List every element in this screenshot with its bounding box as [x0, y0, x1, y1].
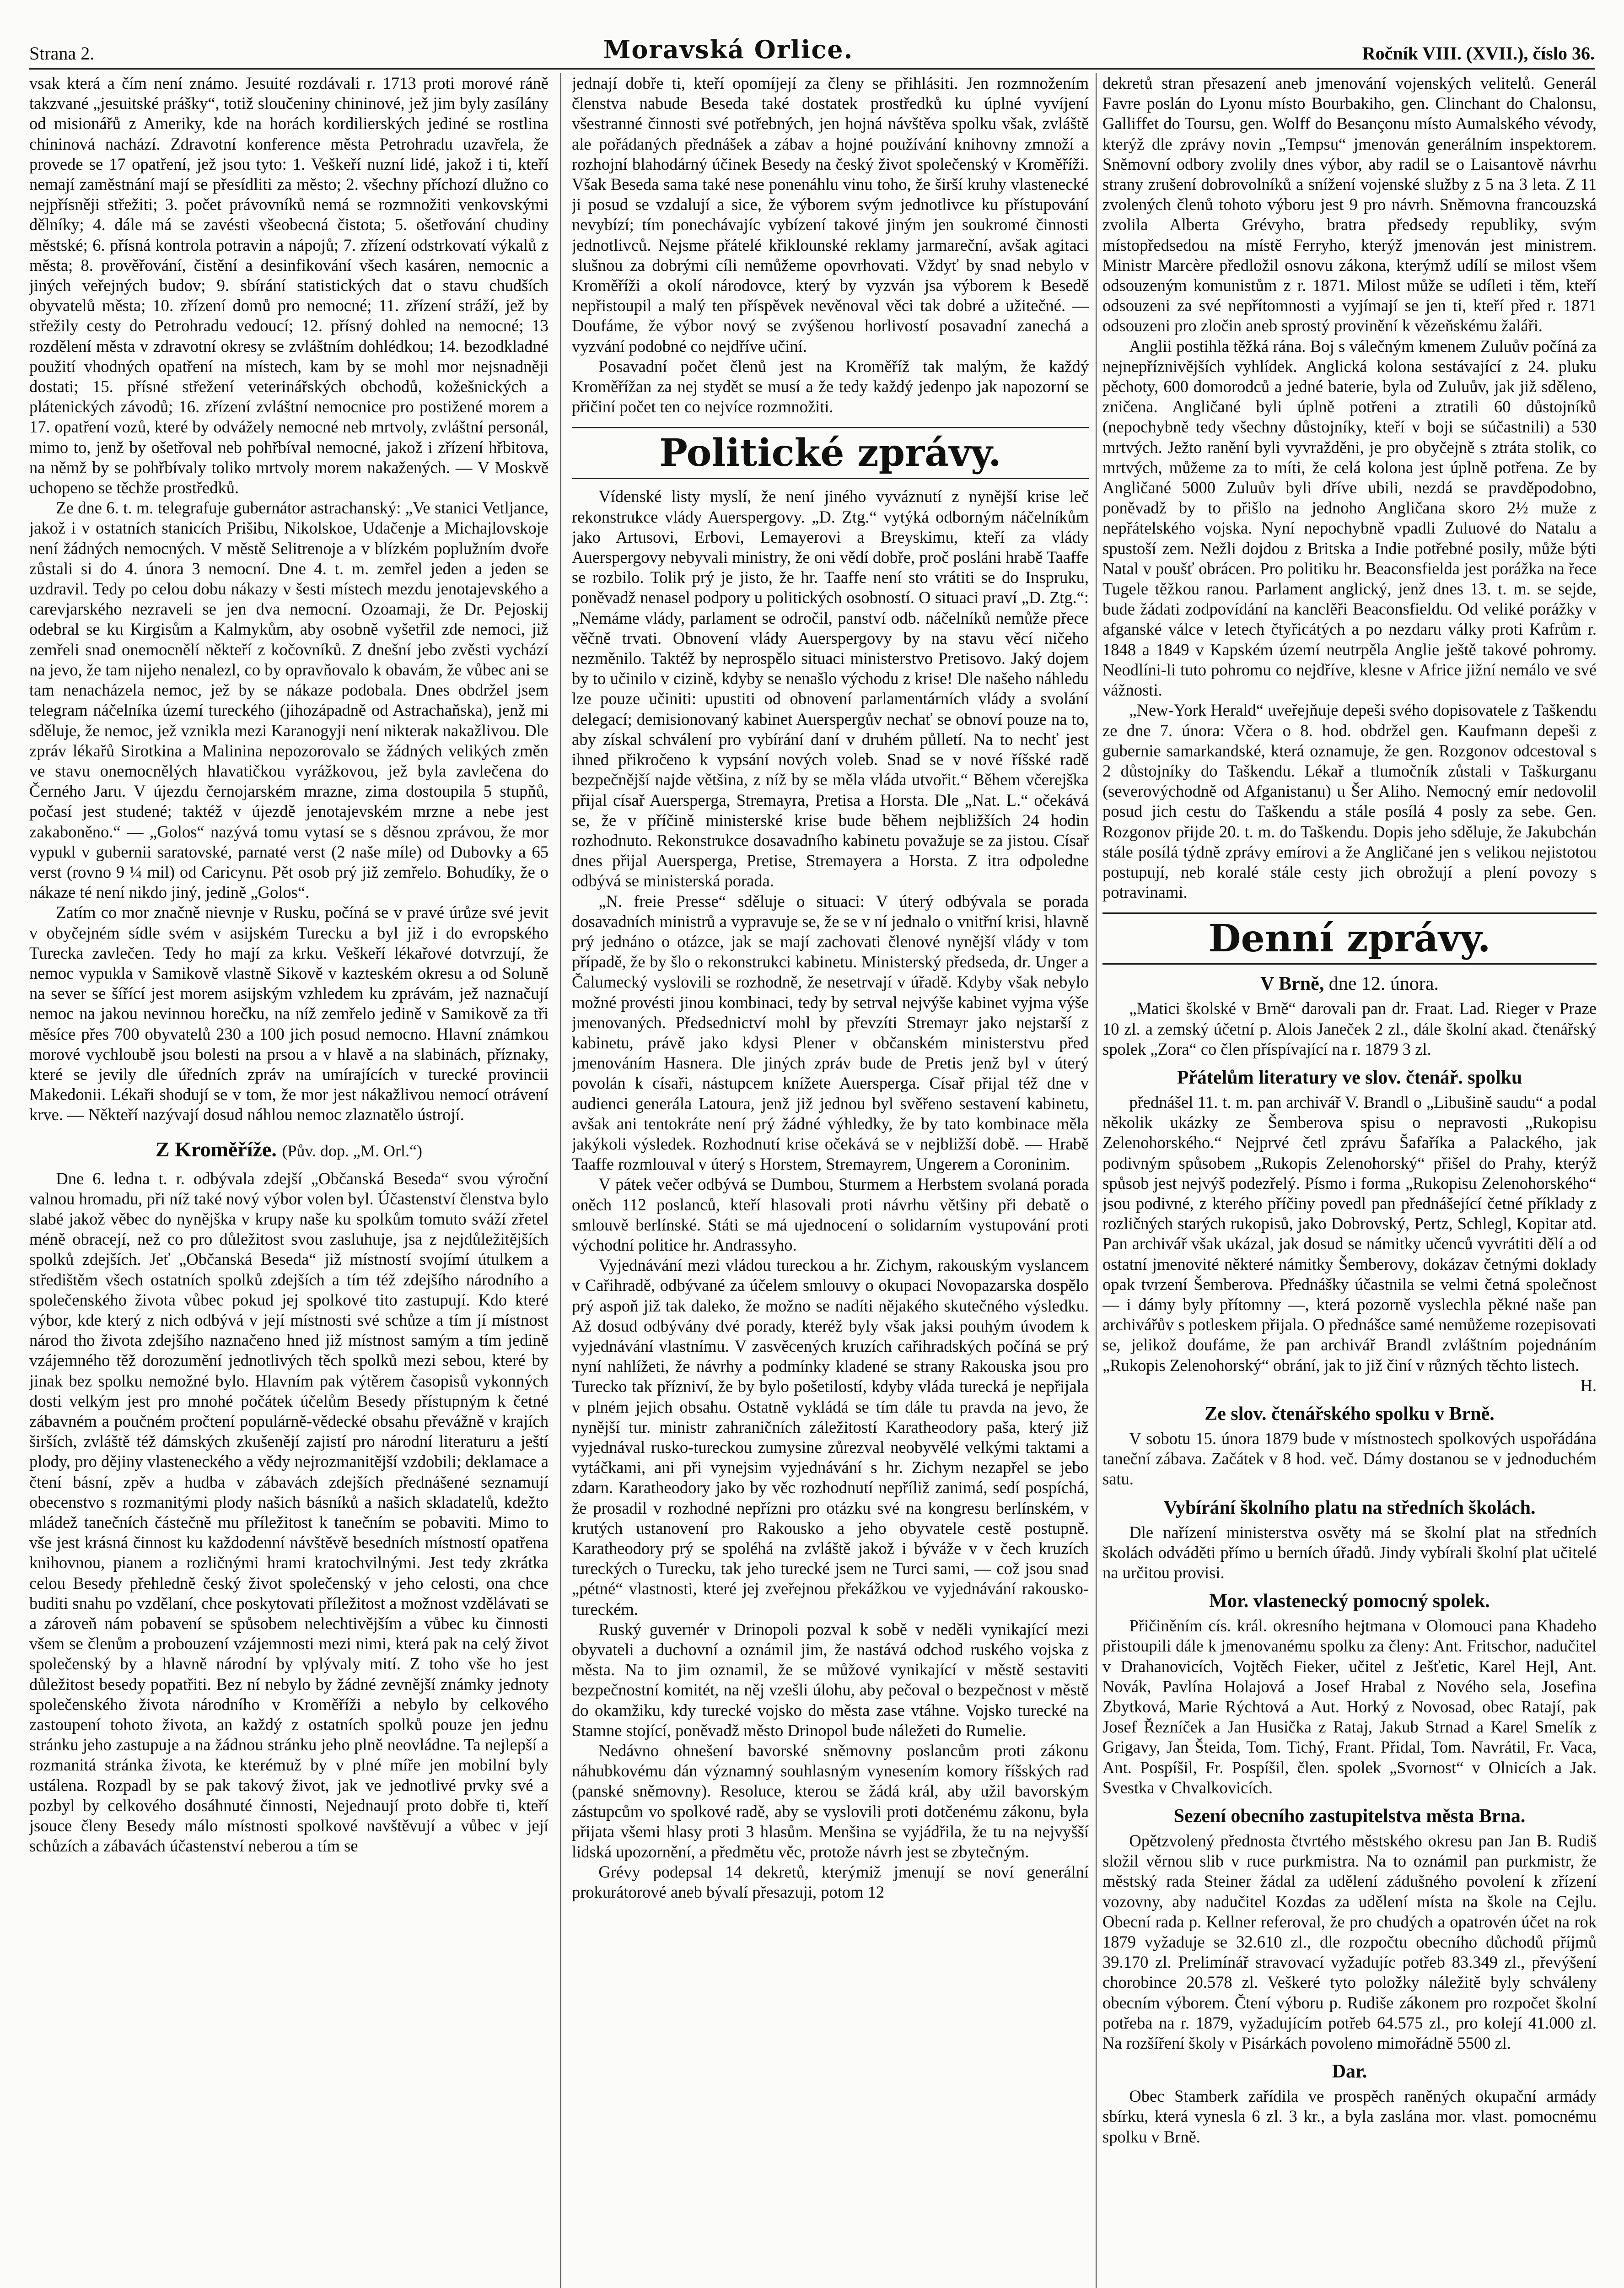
article-paragraph: Dle nařízení ministerstva osvěty má se školní plat na středních školách odváděti přímo u berních úřadů. Jindy vybírali školní plat učitelé na určitou provisi. — [1102, 1522, 1597, 1582]
article-paragraph: Posavadní počet členů jest na Kroměříž tak malým, že každý Kroměřížan za nej stydět se musí a že tedy každý jedenpo jak napozorní se přičiní počet ten co nejvíce rozmnožiti. — [572, 356, 1089, 416]
article-paragraph: V pátek večer odbývá se Dumbou, Sturmem a Herbstem svolaná porada oněch 112 poslanců, kteří hlasovali proti návrhu většiny při debatě o smlouvě berlínské. Státi se má ujednocení o solidarním vystupování proti východní politice hr. Andrassyho. — [572, 1175, 1089, 1254]
article-paragraph: „New-York Herald“ uveřejňuje depeši svého dopisovatele z Taškendu ze dne 7. února: Včera o 8. hod. obdržel gen. Kaufmann depeši z gubernie samarkandské, která oznamuje, že gen. Rozgonov odcestoval s 2 důstojníky do Taškendu. Lékař a tlumočník zůstali v Taškurganu (severovýchodně od Afganistanu) u Šer Aliho. Nemocný emír nedovolil posud jich cestu do Taškendu a stále posílá 4 posly za sebe. Gen. Rozgonov přijde 20. t. m. do Taškendu. Dopis jeho sděluje, že Jakubchán stále posílá týdně zprávy emírovi a že Angličané jen s velikou nejistotou postupují, neb koralé stále cesty jich obrožují a plení povozy s potravinami. — [1102, 701, 1597, 902]
article-paragraph: dekretů stran přesazení aneb jmenování vojenských velitelů. Generál Favre poslán do Lyonu místo Bourbakiho, gen. Clinchant do Chalonsu, Galliffet do Toursu, gen. Wolff do Besançonu místo Aumalského vévody, kterýž dle zprávy novin „Tempsu“ jmenován generálním inspektorem. Sněmovní odbory zvolily dnes výbor, aby radil se o Laisantově návrhu strany zrušení dobrovolníků a snížení vojenské služby z 5 na 3 leta. Z 11 zvolených členů tohoto výboru jest 9 pro návrh. Sněmovna francouzská zvolila Alberta Grévyho, bratra předsedy republiky, svým místopředsedou na místě Ferryho, kterýž jmenován jest ministrem. Ministr Marcère předložil osnovu zákona, kterýmž udílí se milost všem odsouzeným komunistům z r. 1871. Milost může se udíleti i těm, kteří odsouzeni za své nepřítomnosti a vyjímají se jen ti, kteří před r. 1871 odsouzeni pro zločin aneb sprostý provinění k vězeňskému žaláři. — [1102, 74, 1597, 335]
article-paragraph: Ze dne 6. t. m. telegrafuje gubernátor astrachanský: „Ve stanici Vetljance, jakož i v ostatních stanicích Prišibu, Nikolskoe, Udačenje a Michajlovskoje není žádných nemocných. V městě Selitrenoje a v blízkém poplužním dvoře zůstali si do 4. února 3 nemocní. Dne 4. t. m. zemřel jeden a jeden se uzdravil. Tedy po celou dobu nákazy v šesti místech mezdu jenotajevského a carevjarského nezraveli se jen dva nemocní. Ozoamaji, že Dr. Pejoskij odebral se ku Kirgisům a Kalmykům, aby osobně vyšetřil zde nemoci, již zemřeli snad onemocnělí někteří z kočovníků. Z dnešní jebo zvěsti vychází na jevo, že tam nijeho nenalezl, co by opravňovalo k obavám, že vůbec ani se tam nenacházela nemoc, jež by se nákaze podobala. Dnes obdržel jsem telegram náčelníka území tureckého (jihozápadně od Astrachaňska), jenž mi sděluje, že nemoc, jež vznikla mezi Karanogyji není nikterak nakažlivou. Dle zpráv lékařů Sirotkina a Malinina nepozorovalo se žádných velikých změn ve stavu onemocnělých hlavatičkou vyrážkovou, jež byla zavlečena do Černého Jaru. V újezdu černojarském mrazne, zima dostoupila 5 stupňů, počasí jest studené; taktéž v újezdě jenotajevském mrzne a nebe jest zakaboněno.“ — „Golos“ nazývá tomu vytasí se s děsnou zprávou, že mor vypukl v gubernii saratovské, parnaté verst (2 naše míle) od Dubovky a 65 verst (rovno 9 ¼ mil) od Caricynu. Pět osob prý již zemřelo. Bohudíky, že o nákaze té není nikdo jiný, jedině „Golos“. — [29, 498, 549, 902]
page-number: Strana 2. — [29, 43, 95, 64]
section-heading-denni-zpravy: Denní zprávy. — [1102, 912, 1597, 965]
dateline — [1102, 972, 1597, 996]
article-paragraph: Anglii postihla těžká rána. Boj s válečným kmenem Zuluův počíná za nejnepříznivějších vyhlídek. Anglická kolona sestávající z 24. pluku pěchoty, 600 domorodců a jedné baterie, byla od Zuluův, jak již sděleno, zničena. Angličané byli úplně potřeni a ztratili 60 důstojníků (nepochybně tedy všechny důstojníky, kteří v boji se súčastnili) a 530 mrtvých. Ježto ranění byli vyvražděni, je pro obyčejně s ztráta stolik, co mrtvých, můžeme za to míti, že celá kolona jest úplně potřena. Ze by Angličané 5000 Zuluův byli dříve ubili, nezdá se pravděpodobno, poněvadž by to přišlo na jednoho Angličana skoro 2½ muže z nepřátelského vojska. Nyní nepochybně vpadli Zuluové do Natalu a spustoší zem. Nežli dojdou z Britska a Indie potřebné posily, může býti Natal v poušť obrácen. Pro politiku hr. Beaconsfielda jest porážka na řece Tugele těžkou ranou. Parlament anglický, jenž dnes 13. t. m. se sejde, bude žádati zodpovídání na kanclěři Beaconsfieldu. Od veliké porážky v afganské válce v letech čtyřicátých a po nezdaru války proti Kafrům r. 1848 a 1849 v Kapském území neutrpěla Anglie ještě takové pohromy. Neodlíni-li tuto pohromu co nejdříve, klesne v Africe jižní nemálo ve své vážnosti. — [1102, 336, 1597, 700]
masthead-title: Moravská Orlice. — [603, 35, 854, 64]
issue-info: Ročník VIII. (XVII.), číslo 36. — [1362, 43, 1595, 64]
dateline-city: V Brně, — [1260, 973, 1324, 995]
article-paragraph: Přičiněním cís. král. okresního hejtmana v Olomouci pana Khadeho přistoupili dále k jmenovanému spolku za členy: Ant. Fritschor, nadučitel v Drahanovicích, Vojtěch Fieker, učitel z Ješťetic, Karel Hejl, Ant. Novák, Pavlína Holajová a Josef Hrabal z Nového sela, Josefina Zbytková, Marie Rýchtová a Aut. Horký z Novosad, obec Ratají, pak Josef Řezníček a Jan Husička z Rataj, Jakub Strnad a Karel Smelík z Grigavy, Jan Šteida, Tom. Tichý, Frant. Přidal, Tom. Navrátil, Fr. Vaca, Ant. Pospíšil, Fr. Pospíšil, člen. spolek „Svornost“ v Olnicích a Jak. Svestka v Chvalkovicích. — [1102, 1616, 1597, 1797]
news-heading: Sezení obecního zastupitelstva města Brna. — [1173, 1806, 1526, 1827]
news-heading: Ze slov. čtenářského spolku v Brně. — [1205, 1403, 1495, 1425]
dateline-date: dne 12. února. — [1328, 973, 1439, 995]
news-heading: Přátelům literatury ve slov. čtenář. spolku — [1177, 1067, 1522, 1088]
article-paragraph: Obec Stamberk zařídila ve prospěch raněných okupační armády sbírku, která vynesla 6 zl. 3 kr., a byla zaslána mor. vlast. pomocnému spolku v Brně. — [1102, 2087, 1597, 2146]
article-paragraph: Opětzvolený přednosta čtvrtého městského okresu pan Jan B. Rudiš složil věrnou slib v ruce purkmistra. Na to oznámil pan purkmistr, že městský rada Steiner žádal za udělení zádušného povolení k zřízení vozovny, aby nadučitel Kozdas za udělení místa na škole na Cejlu. Obecní rada p. Kellner referoval, že pro chudých a opatrovén účet na rok 1879 vyžaduje se 32.610 zl., dle rozpočtu obecního důchodů příjmů 39.170 zl. Prelimínář stravovací vyžadujíc potřeb 83.349 zl., převýšení chorobince 20.578 zl. Veškeré tyto položky náležitě byly schváleny obecním výborem. Čtení výboru p. Rudiše zákonem pro rozpočet školní potřeba na r. 1879, vyžadujícím potřeb 64.575 zl., pro kolejí 41.000 zl. Na rozšíření školy v Pisárkách povoleno mimořádně 5500 zl. — [1102, 1831, 1597, 2053]
page-header — [29, 32, 1595, 70]
section-title: Z Kroměříže. — [156, 1137, 277, 1161]
article-paragraph: Dne 6. ledna t. r. odbývala zdejší „Občanská Beseda“ svou výroční valnou hromadu, při níž také nový výbor volen byl. Účastenství členstva bylo slabé jakož věbec do nynějška v krupy naše ku spolkům tomuto sváží zřetel méně obracejí, než co pro důležitost svou zasluhuje, jsa z nejdůležitějších spolků zdejších. Jeť „Občanská Beseda“ již místností svojímí útulkem a středištěm všech ostatních spolků zdejších a tím též zdejšího národního a společenského života vůbec pokud jej spolkové tito zastupují. Kdo které výbor, kde který z nich odbývá v její místnosti své schůze a tím jí místnost národ tho života zdejšího naznačeno hned již místnost samým a tím jedině vzájemného těž dorozumění jednotlivých těch spolků mezi sebou, které by jinak bez spolku nemožné bylo. Hlavním pak výtěrem časopisů vykonných dosti velkým jest pro mnohé počátek účelům Besedy přístupným k četné zábavném a poučném pročtení populárně-vědecké obsahu převážně v krajích širších, zvláště též dámských zkušenějí zajistí pro národní literaturu a ještí plody, pro dějiny vlasteneckého a vědy nejrozmanitější vzdobili; deklamace a čtení básní, zpěv a hudba v zábavách zdejších přednášené seznamují obecenstvo s rozmanitými plody našich básníků a našich skladatelů, kdežto mládež tanečních částečně mu příležitost k tanečním se pobaviti. Mimo to vše jest krásná činnost ku každodenní návštěvě besedních místností opatřena knihovnou, pianem a rozličnými hrami kratochvilnými. Jest tedy zkrátka celou Besedy přehledně český život společenský v jeho celosti, ona chce buditi snahu po vzdělaní, chce poskytovati příležitost a možnost vzdělávati se a zároveň nám pobavení se spůsobem nelechtivějším a vůbec ku činnosti všem se členům a probouzení vzájemnosti mezi nimi, která pak na celý život společenský by a hlavně národní by vplývaly mití. Z toho vše ho jest důležitost besedy popatřiti. Bez ní nebylo by žádné zevnější známky jednoty společenského života národního v Kroměříži a nebylo by celkového zastoupení tohoto života, an každý z ostatních spolků pouze jen jednu stránku jeho zastupuje a na žádnou stránku jeho plně neovládne. Ta nejlepší a rozmanitá stránka života, ke kterémuž by v plné míře jen mobilní byly ustálena. Rozpadl by se pak takový život, jak ve jednotlivé prvky své a pozbyl by celkového dosáhnuté činnosti, Nejednaují proto dobře ti, kteří jsouce členy Besedy málo místnosti spolkové navštěvují a vůbec v její schůzích a zábavách účastenství neberou a tím se — [29, 1169, 549, 1856]
article-paragraph: „N. freie Presse“ sděluje o situaci: V úterý odbývala se porada dosavadních ministrů a vypravuje se, že se v ní jednalo o vnitřní krisi, hlavně prý jednáno o otázce, jak se mají zachovati členové nynější vlády v tom případě, že by šlo o rekonstrukci kabinetu. Ministerský předseda, dr. Unger a Čalumecký vyslovili se rozhodně, že nesetrvají v úřadě. Kdyby však nebylo možné provésti jinou kombinaci, tedy by setrval nejvýše kabinet vyjma výše jmenovaných. Předsednictví mohl by převzíti Stremayr jako nejstarší z kabinetu, právě jako kdysi Plener v občanském ministerstvu před jmenováním Hasnera. Dle jiných zpráv bude de Pretis jenž byl v úterý povolán k císaři, nástupcem knížete Auersperga. Císař přijal též dne v audienci generála Latoura, jenž již jednou byl svěřeno sestavení kabinetu, avšak ani tentokráte není prý žádné výhledky, že by tato kombinace měla jakýkoli výsledek. Rozhodnutí krise očekává se v nejbližší době. — Hrabě Taaffe rozmlouval v úterý s Horstem, Stremayrem, Ungerem a Coroninim. — [572, 891, 1089, 1174]
column-right — [1102, 73, 1597, 2288]
article-paragraph: „Matici školské v Brně“ darovali pan dr. Fraat. Lad. Rieger v Praze 10 zl. a zemský účetní p. Alois Janeček 2 zl., dále školní akad. čtenářský spolek „Zora“ co člen příspívající na r. 1879 3 zl. — [1102, 999, 1597, 1058]
section-heading-politicke-zpravy: Politické zprávy. — [572, 427, 1089, 479]
article-paragraph: Ruský guvernér v Drinopoli pozval k sobě v neděli vynikající mezi obyvateli a duchovní a oznámil jim, že nastává odchod ruského vojska z města. Na to jim oznamil, že se můžové vynikající v městě sestaviti bezpečnostní komitét, na něj vzešli úlohu, aby pečoval o bezpečnost v městě do okamžiku, kdy turecké vojsko do města zase vtáhne. Vojsko turecké na Stamne stojící, poněvadž město Drinopol bude náležeti do Rumelie. — [572, 1619, 1089, 1740]
news-heading: Dar. — [1332, 2061, 1367, 2083]
article-paragraph: V sobotu 15. února 1879 bude v místnostech spolkových uspořádána taneční zábava. Začátek v 8 hod. več. Dámy dostanou se v jednoduchém satu. — [1102, 1429, 1597, 1489]
article-paragraph: Grévy podepsal 14 dekretů, kterýmiž jmenují se noví generální prokurátorové aneb bývalí přesazuji, potom 12 — [572, 1862, 1089, 1902]
column-divider — [1096, 73, 1097, 2288]
section-source: (Pův. dop. „M. Orl.“) — [282, 1141, 422, 1160]
column-left — [29, 73, 549, 2288]
signature: H. — [1580, 1376, 1597, 1395]
column-middle — [572, 73, 1089, 2288]
article-paragraph: Vídenské listy myslí, že není jiného vyváznutí z nynější krise leč rekonstrukce vlády Auerspergovy. „D. Ztg.“ vytýká odborným náčelníkům jako Artusovi, Erbovi, Lemayerovi a Breyskimu, kteří za vlády Auerspergovy nebyvali ministry, že oni vědí dobře, proč posláni hrabě Taaffe se rozbilo. Tolik prý je jisto, že hr. Taaffe není sto vrátiti se do Inspruku, poněvadž nenasel podpory u politických osobností. O situaci praví „D. Ztg.“: „Nemáme vlády, parlament se odročil, panství odb. náčelníků nemůže přece věčně trvati. Obnovení vlády Auerspergovy by na stavu věcí ničeho nezměnilo. Taktéž by neprospělo situaci ministerstvo Pretisovo. Jaký dojem by to učinilo v cizině, kdyby se nenašlo východu z krise! Dle našeho náhledu lze pouze učiniti: upustiti od obnovení parlamentárních vlády a svolání delegací; demisionovaný kabinet Auerspergův nechať se obnoví pouze na to, aby získal schválení pro vybírání daní v druhém půlletí. Na to nechť jest ihned přikročeno k vypsání nových voleb. Snad se v nové říšské radě bezpečnější najde většina, z níž by se měla vláda utvořit.“ Během včerejška přijal císař Auersperga, Stremayra, Pretisa a Horsta. Dle „Nat. L.“ očekává se, že v příčině ministerské krise bude během nejbližších 24 hodin rozhodnuto. Rekonstrukce dosavadního kabinetu považuje se za jistou. Císař dnes přijal Auersperga, Pretise, Stremayera a Horsta. Z itra odpoledne odbývá se ministerská porada. — [572, 487, 1089, 890]
article-paragraph: jednají dobře ti, kteří opomíjejí za členy se přihlásiti. Jen rozmnožením členstva nabude Beseda také dostatek prostředků ku úplné vyvíjení všestranné činnosti své potřebných, jen hojná návštěva spolku však, zvláště ale pořádaných přednášek a zábav a hojné používání knihovny zmnoží a rozhojní blahodárný účinek Besedy na český život společenský v Kroměříži. Však Beseda sama také nese ponenáhlu vinu toho, že širší kruhy vlastenecké ji posud se vzdalují a sice, že výborem svým jednotlivce ku přístupování nevybízí; tím ponechávajíc vybízení takové jiným jen soukromé činnosti jednotlivců. Nejsme přátelé křiklounské reklamy jarmareční, avšak agitaci slušnou za dobrými cíli nemůžeme opovrhovati. Vždyť by snad nebylo v Kroměříži a okolí národovce, který by vyzván jsa výborem k Besedě nepřistoupil a malý ten příspěvek nevěnoval věci tak dobré a užitečné. — Doufáme, že výbor nový se zvýšenou horlivostí posavadní zanechá a vyzvání podobné co nejdříve učiní. — [572, 74, 1089, 356]
column-divider — [560, 73, 561, 2288]
article-paragraph: Zatím co mor značně nievnje v Rusku, počíná se v pravé úrůze své jevit v obyčejném sídle svém v asijském Turecku a byl již i do evropského Turecka zavlečen. Tedy ho mají za krku. Veškeří lékařové dotvrzují, že nemoc vypukla v Samikově vlastně Sikově v kazteském okresu a od Soluně na sever se šířící jest morem asijským vzhledem ku zprávám, jež naznačují nemoc na jakou nevinnou horečku, na níž zemřelo jedině v Samikově za tři měsíce přes 700 obyvatelů 230 a 100 jich posud nemocno. Hlavní známkou morové vychloubě jsou bolesti na prsou a v hlavě a na slabinách, příznaky, které se jevily dle úředních zpráv na umírajících v turecké provincii Makedonii. Lékaři shodují se v tom, že mor jest nákažlivou nemocí otrávení krve. — Někteří nazývají dosud náhlou nemoc zlaznatělo ústrojí. — [29, 903, 549, 1124]
article-paragraph: vsak která a čím není známo. Jesuité rozdávali r. 1713 proti morové ráně takzvané „jesuitské prášky“, totiž sloučeniny chininové, jež jim byly zasílány od misionářů z Ameriky, kde na horách kordilierských jediné se rostlina chininová nachází. Zdravotní konference města Petrohradu uzavřela, že provede se 17 opatření, jež jsou tyto: 1. Veškeří nuzní lidé, jakož i ti, kteří nemají zaměstnání mají se přesídliti za město; 2. všechny příchozí dlužno co nejpřísněji střežiti; 3. počet právovníků nemá se rozmnožiti venkovskými dělníky; 4. dále má se zavésti všeobecná čistota; 5. ošetřování chudiny městské; 6. přísná kontrola potravin a nápojů; 7. zřízení odstrkovatí výkalů z města; 8. prověřování, čistění a desinfikování všech kasáren, nemocnic a jiných veřejných budov; 9. sbírání statistických dat o stavu chudších obyvatelů města; 10. zřízení domů pro nemocné; 11. zřízení stráží, jež by střežily cesty do Petrohradu vedoucí; 12. přísný dohled na nemocné; 13 rozdělení města v zdravotní okresy se zvláštním dohlédkou; 14. bezodkladné použití vhodných opatření na místech, kam by se mohl mor nejsnadněji dostati; 15. přísné střežení veterinářských obchodů, kožešnických a plátenických závodů; 16. zřízení zvláštní nemocnice pro postižené morem a 17. opatření vozů, které by odvážely nemocné neb mrtvoly, zvláštní personál, mimo to, jenž by ošetřoval neb pohřbíval nemocné, jakož i zřízení hřbitova, na němž by se pohřbívaly toliko mrtvoly morem nakažených. — V Moskvě uchopeno se těchže prostředků. — [29, 74, 549, 497]
news-heading: Vybírání školního platu na středních školách. — [1163, 1497, 1536, 1518]
news-heading: Mor. vlastenecký pomocný spolek. — [1209, 1591, 1490, 1612]
article-paragraph: Vyjednávání mezi vládou tureckou a hr. Zichym, rakouským vyslancem v Cařihradě, odbývané za účelem smlouvy o okupaci Novopazarska dospělo prý aspoň již tak daleko, že možno se nadíti nějakého skutečného výsledku. Až dosud odbývány dvé porady, kteréž byly však jaksi pouhým úvodem k vyjednávání vlastnímu. V zasvěcených kruzích cařihradských počíná se prý nyní nahlížeti, že návrhy a podmínky kladené se strany Rakouska jsou pro Turecko tak přízniví, že by bylo pošetilostí, kdyby vláda turecká je nepřijala v plném jejich obsahu. Ostatně vykládá se tím dále tu pravda na jevo, že nynější tur. ministr zahraničních záležitostí Karatheodory paša, který již vyjednával rusko-tureckou zumysine zůrezval neobyvělé velkými taktami a vytáčkami, ani při vynejsim vyjednávání s hr. Zichym nezapřel se jebo zdarn. Karatheodory jako by věc rozhodnutí nepříliž zanimá, sedí pospíchá, že prosadil v rozhodné nepřízni pro otázku své na kongresu berlínském, v krutých ustanovení pro Rakousko a jeho obyvatele cestě postupně. Karatheodory prý se spoléhá na zvláště jakož i býváže v v čech kruzích tureckých o Turecku, tak jeho turecké jsem ne Turci sami, — což jsou snad „pétné“ vlastnosti, které jej zveřejnou překážkou ve vyjednávání rakousko-tureckém. — [572, 1256, 1089, 1619]
article-paragraph: přednášel 11. t. m. pan archivář V. Brandl o „Libušině saudu“ a podal několik ukázky ze Šemberova spisu o nepravosti „Rukopisu Zelenohorského.“ Nejprvé četl zprávu Šafaříka a Palackého, jak podivným spůsobem „Rukopis Zelenohorský“ přišel do Prahy, kterýž spůsob jest nejvýš podezřelý. Písmo i forma „Rukopisu Zelenohorského“ jsou podivné, z kterého příčiny povedl pan přednášející četné příklady z rozličných starých rukopisů, jako Dobrovský, Pertz, Schlegl, Kopitar atd. Pan archivář však ukázal, jak dosud se námitky učenců vyvrátiti dělí a od ostatní jmenovité některé námitky Šemberovy, dokázav četnými doklady opak tvrzení Šemberova. Přednášky účastnila se velmi četná společnost — i dámy byly přítomny —, která pozorně vyslechla pěkné naše pan archivářův s potleskem přijala. O přednášce samé nemůžeme rozepisovati se, jelikož doufáme, že pan archivář Brandl zvláštním pojednáním „Rukopis Zelenohorský“ obrání, jak to již činí v různých těchto listech. — [1102, 1092, 1597, 1375]
section-heading-kromeriz — [29, 1137, 549, 1163]
article-paragraph: Nedávno ohnešení bavorské sněmovny poslancům proti zákonu náhubkovému dán významný souhlasným vynesením komory říšských rad (panské sněmovny). Resoluce, kterou se žádá král, aby užil bavorským zástupcům vo spolkové radě, aby se vyslovili proti dotčenému zákonu, byla přijata všemi hlasy proti 3 hlasům. Menšina se vyjádřila, že tu na nejvyšší lidská upozornění, a předmětu věc, protože návrh jest se zbytečným. — [572, 1741, 1089, 1862]
